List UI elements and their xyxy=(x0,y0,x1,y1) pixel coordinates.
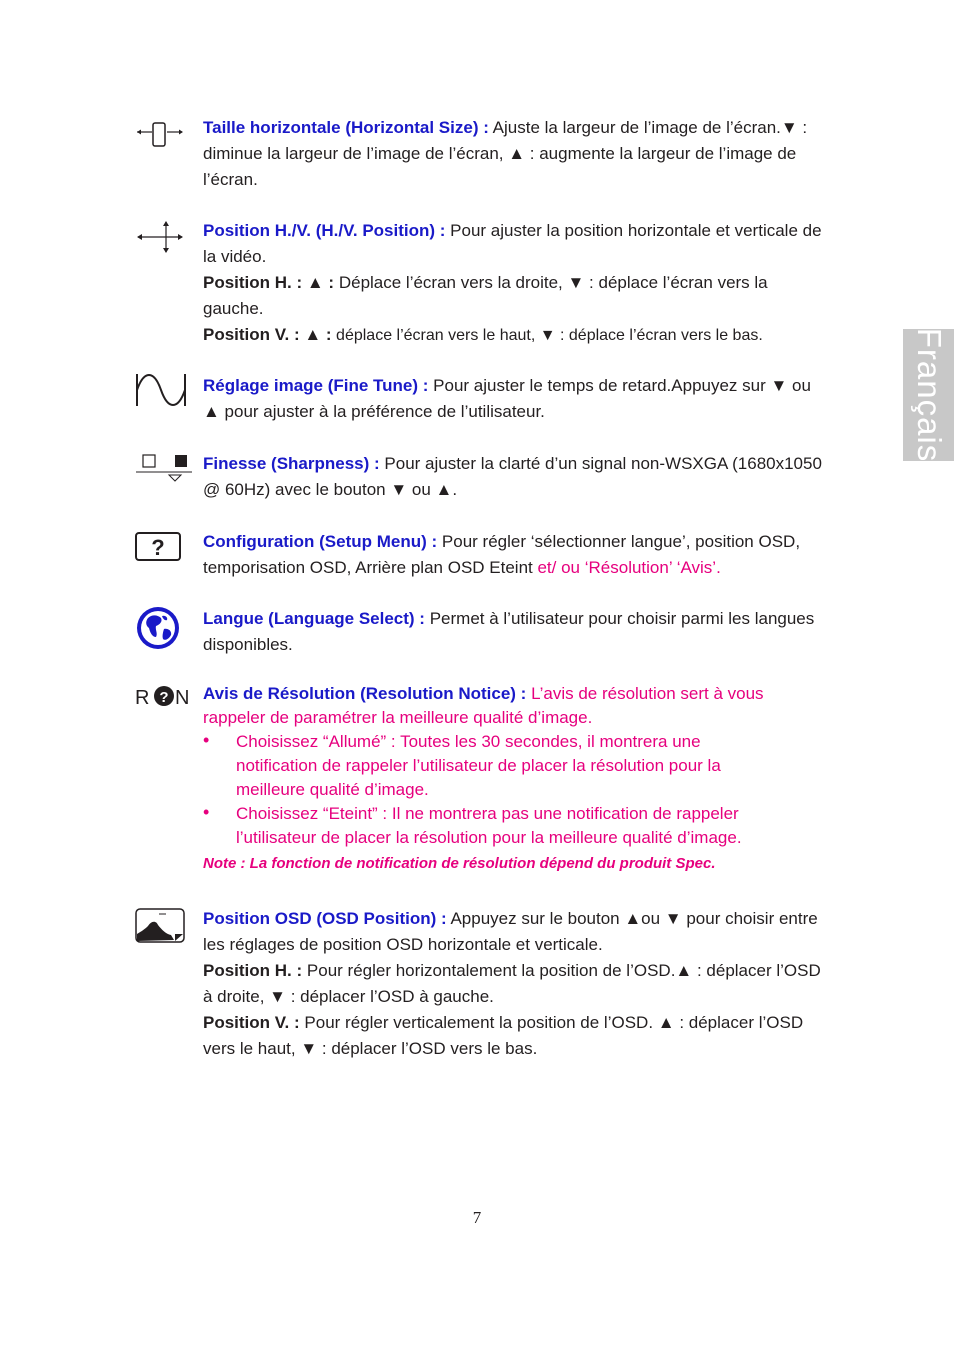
resolution-bullet-item: • Choisissez “Allumé” : Toutes les 30 secondes, il montrera une notification de rappeler l’utilisateur de placer la résolution pour la meilleure qualité d’image. xyxy=(203,730,721,799)
osd-position-v-label: Position V. : xyxy=(203,1013,300,1032)
setup-menu-question-icon xyxy=(134,531,184,563)
resolution-notice-entry xyxy=(203,682,823,876)
svg-text:?: ? xyxy=(151,535,165,560)
language-entry xyxy=(203,606,823,658)
hv-position-title: Position H./V. (H./V. Position) : xyxy=(203,221,446,240)
language-text: Permet à l’utilisateur pour choisir parmi les langues disponibles. xyxy=(203,609,815,654)
setup-menu-pink-text: et/ ou ‘Résolution’ ‘Avis’. xyxy=(532,558,721,577)
fine-tune-entry xyxy=(203,373,823,425)
osd-position-h-text: Pour régler horizontalement la position de l’OSD.▲ : déplacer l’OSD à droite, ▼ : déplacer l’OSD à gauche. xyxy=(203,961,821,1006)
sharpness-title: Finesse (Sharpness) : xyxy=(203,454,380,473)
resolution-notice-title: Avis de Résolution (Resolution Notice) : xyxy=(203,684,527,703)
sharpness-text: Pour ajuster la clarté d’un signal non-WSXGA (1680x1050 @ 60Hz) avec le bouton ▼ ou ▲. xyxy=(203,454,822,499)
fine-tune-title: Réglage image (Fine Tune) : xyxy=(203,376,429,395)
resolution-note: Note : La fonction de notification de résolution dépend du produit Spec. xyxy=(203,855,716,872)
position-v-text: déplace l’écran vers le haut, ▼ : déplace l’écran vers le bas. xyxy=(331,327,763,344)
fine-tune-text: Pour ajuster le temps de retard.Appuyez sur ▼ ou ▲ pour ajuster à la préférence de l’utilisateur. xyxy=(203,376,811,421)
osd-position-h-label: Position H. : xyxy=(203,961,303,980)
hv-position-icon xyxy=(134,220,186,254)
setup-menu-title: Configuration (Setup Menu) : xyxy=(203,532,438,551)
osd-position-entry xyxy=(203,906,823,1062)
horizontal-size-title: Taille horizontale (Horizontal Size) : xyxy=(203,118,489,137)
position-h-text: Déplace l’écran vers la droite, ▼ : déplace l’écran vers la gauche. xyxy=(203,273,768,318)
setup-menu-text: Pour régler ‘sélectionner langue’, position OSD, temporisation OSD, Arrière plan OSD Eteint xyxy=(203,532,801,577)
hv-position-entry xyxy=(203,218,823,349)
svg-text:N: N xyxy=(175,687,190,708)
resolution-notice-icon xyxy=(134,684,194,708)
resolution-notice-text: L’avis de résolution sert à vous rappeler de paramétrer la meilleure qualité d’image. xyxy=(203,684,764,727)
hv-position-text: Pour ajuster la position horizontale et verticale de la vidéo. xyxy=(203,221,822,266)
position-v-label: Position V. : ▲ : xyxy=(203,325,332,344)
position-h-label: Position H. : ▲ : xyxy=(203,273,335,292)
language-title: Langue (Language Select) : xyxy=(203,609,425,628)
fine-tune-wave-icon xyxy=(134,372,188,408)
language-side-tab xyxy=(903,329,954,461)
globe-icon xyxy=(134,604,182,652)
osd-position-text: Appuyez sur le bouton ▲ou ▼ pour choisir entre les réglages de position OSD horizontale et verticale. xyxy=(203,909,818,954)
osd-position-v-text: Pour régler verticalement la position de l’OSD. ▲ : déplacer l’OSD vers le haut, ▼ : déplacer l’OSD vers le bas. xyxy=(203,1013,804,1058)
sharpness-icon xyxy=(134,452,194,484)
svg-text:R: R xyxy=(135,687,150,708)
svg-text:?: ? xyxy=(159,689,169,706)
horizontal-size-entry xyxy=(203,115,823,193)
resolution-bullet-item: • Choisissez “Eteint” : Il ne montrera pas une notification de rappeler l’utilisateur de placer la résolution pour la meilleure qualité d’image. xyxy=(203,802,742,847)
osd-position-icon xyxy=(134,907,186,945)
resolution-bullet-off: Choisissez “Eteint” : Il ne montrera pas une notification de rappeler l’utilisateur de placer la résolution pour la meilleure qualité d’image. xyxy=(236,804,742,847)
horizontal-size-icon xyxy=(134,118,186,150)
resolution-bullet-on: Choisissez “Allumé” : Toutes les 30 secondes, il montrera une notification de rappeler l’utilisateur de placer la résolution pour la meilleure qualité d’image. xyxy=(236,732,721,799)
sharpness-entry xyxy=(203,451,823,503)
horizontal-size-text: Ajuste la largeur de l’image de l’écran.▼ : diminue la largeur de l’image de l’écran, ▲ : augmente la largeur de l’image de l’écran. xyxy=(203,118,808,189)
resolution-bullet-list xyxy=(203,730,763,850)
setup-menu-entry xyxy=(203,529,823,581)
osd-position-title: Position OSD (OSD Position) : xyxy=(203,909,447,928)
side-tab-label: Français xyxy=(910,327,948,463)
page-number: 7 xyxy=(472,1208,482,1227)
